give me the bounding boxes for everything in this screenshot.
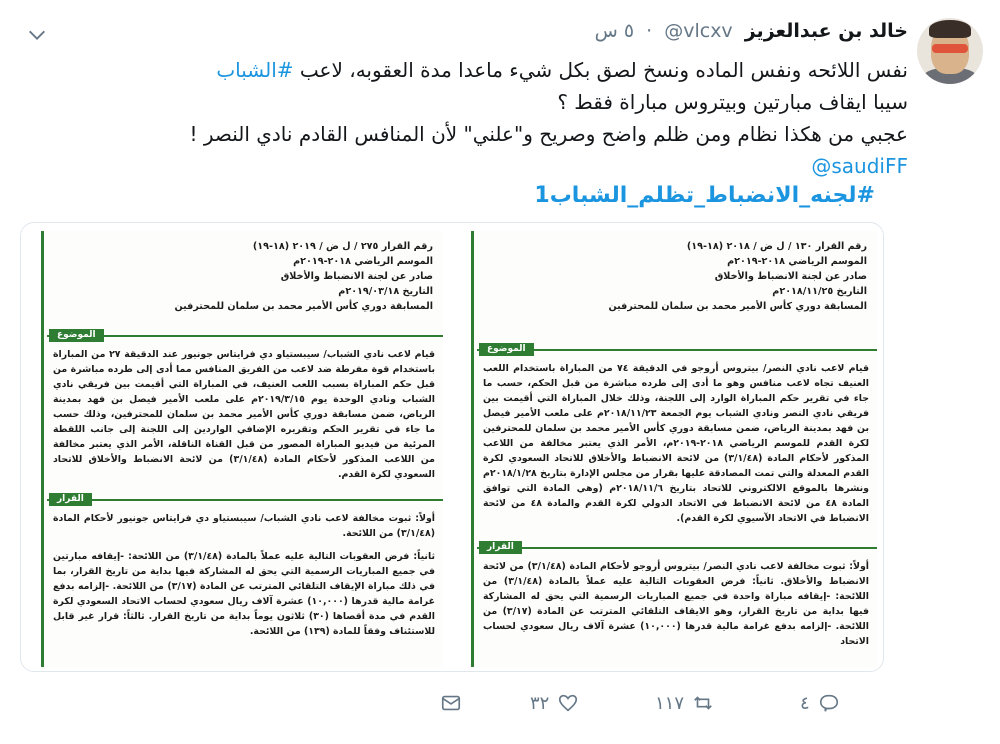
meta-line: المسابقة دوري كأس الأمير محمد بن سلمان للمحترفين — [174, 301, 433, 312]
tweet-text — [138, 54, 908, 182]
avatar-hair — [929, 20, 971, 38]
chevron-down-icon[interactable] — [26, 24, 48, 46]
tweet-line-3: عجبي من هكذا نظام ومن ظلم واضح وصريح و"علني" لأن المنافس القادم نادي النصر ! — [189, 122, 908, 146]
reply-count: ٤ — [800, 692, 810, 714]
meta-line: التاريخ ٢٠١٨/١١/٢٥م — [772, 286, 867, 297]
tweet-line-1 — [138, 54, 908, 86]
avatar-glasses — [932, 44, 968, 53]
tweet-time[interactable]: ٥ س — [594, 20, 635, 42]
meta-line: التاريخ ٢٠١٩/٠٣/١٨م — [338, 286, 433, 297]
document-edge — [471, 231, 474, 667]
header-separator: · — [646, 20, 653, 42]
author-name[interactable]: خالد بن عبدالعزيز — [744, 20, 908, 42]
section-divider — [477, 349, 877, 351]
document-edge — [41, 231, 44, 667]
mention-link[interactable]: @saudiFF — [811, 154, 908, 178]
tweet-actions — [0, 690, 1000, 720]
tweet-line-2: سيبا ايقاف مبارتين وبيتروس مباراة فقط ؟ — [557, 90, 908, 114]
document-meta — [609, 239, 868, 314]
heart-icon — [557, 692, 579, 714]
document-decision-1: أولاً: ثبوت مخالفة لاعب نادي الشباب/ سيبستياو دي فرايتاس جونيور لأحكام المادة (٣/١/٤٨) من اللائحة. — [53, 513, 435, 539]
avatar[interactable] — [917, 18, 983, 84]
document-subject: قيام لاعب نادي النصر/ بيتروس أروجو في الدقيقة ٧٤ من المباراة باستخدام اللعب العنيف تجاه لاعب منافس وهو ما أدى إلى طرده مباشرة من قبل الحكم، حسب ما جاء في تقرير حكم المباراة الوارد إلى اللجنة، وذلك خلال المباراة التي أقيمت بين فريقي نادي النصر ونادي الشباب يوم الجمعة ٢٠١٨/١١/٢٣م على ملعب الأمير فيصل بن فهد بمدينة الرياض، ضمن مسابقة دوري كأس الأمير محمد بن سلمان للمحترفين لكرة القدم للموسم الرياضي ٢٠١٨-٢٠١٩م، الأمر الذي يعتبر مخالفة من اللاعب المذكور لأحكام المادة (٣/١/٤٨) من لائحة الانضباط والأخلاق للاتحاد السعودي لكرة القدم المعدلة والتي تمت المصادقة عليها بقرار من مجلس الإدارة بتاريخ ٢٠١٨/١/٢٨م ونشرها بالموقع الالكتروني للاتحاد بتاريخ ٢٠١٨/١١/٦م (وهي المادة التي توافق المادة ٤٨ من لائحة الانضباط في الاتحاد الدولي لكرة القدم والمادة ٤٨ من لائحة الانضباط في الاتحاد الآسيوي لكرة القدم). — [483, 363, 870, 524]
tweet-line-1-text: نفس اللائحه ونفس الماده ونسخ لصق بكل شيء ماعدا مدة العقوبه، لاعب — [299, 58, 908, 82]
hashtag-link[interactable]: #الشباب — [216, 58, 294, 82]
like-button[interactable] — [530, 690, 579, 716]
section-tag: القرار — [479, 541, 522, 554]
section-tag: القرار — [49, 493, 92, 506]
section-divider — [477, 547, 877, 549]
tweet-media[interactable] — [20, 222, 884, 672]
document-subject: قيام لاعب نادي الشباب/ سيبستياو دي فرايتاس جونيور عند الدقيقة ٢٧ من المباراة باستخدام قوة مفرطة ضد لاعب من الفريق المنافس مما أدى إلى طرده مباشرة من قبل حكم المباراة بسبب اللعب العنيف، في المباراة التي أقيمت بين فريقي نادي الشباب ونادي الوحدة يوم ٢٠١٩/٣/١٥م على ملعب الأمير فيصل بن فهد بمدينة الرياض، ضمن مسابقة دوري كأس الأمير محمد بن سلمان للمحترفين، وذلك حسب ما جاء في تقرير الحكم وتقريره الإضافي الواردين إلى اللجنة إلى جانب اللقطة المرئية من فيديو المباراة المصور من قبل القناة الناقلة، الأمر الذي يعتبر مخالفة من اللاعب المذكور لأحكام المادة (٣/١/٤٨) من لائحة الانضباط والأخلاق للاتحاد السعودي لكرة القدم. — [53, 349, 435, 480]
document-meta — [175, 239, 434, 314]
reply-button[interactable] — [800, 690, 840, 716]
like-count: ٣٢ — [530, 692, 550, 714]
section-tag: الموضوع — [479, 343, 534, 356]
section-tag: الموضوع — [49, 329, 104, 342]
section-divider — [47, 499, 443, 501]
document-image-right[interactable] — [471, 231, 877, 667]
meta-line: رقم القرار ٢٧٥ / ل ض / ٢٠١٩ (١٨-١٩) — [252, 241, 433, 252]
tweet-header — [595, 20, 908, 42]
section-divider — [47, 335, 443, 337]
author-handle[interactable]: @vlcxv — [664, 20, 733, 42]
retweet-icon — [692, 692, 714, 714]
document-decision: أولاً: ثبوت مخالفة لاعب نادي النصر/ بيتروس أروجو لأحكام المادة (٣/١/٤٨) من لائحة الانضباط والأخلاق. ثانياً: فرض العقوبات التالية عليه عملاً بالمادة (٣/١/٤٨) من اللائحة: -إيقافه مباراة واحدة في جميع المباريات الرسمية التي يحق له المشاركة فيها بداية من تاريخ القرار، وهو الايقاف التلقائي المترتب عن المادة (٣/١٧) من اللائحة. -إلزامه بدفع غرامة مالية قدرها (١٠,٠٠٠) عشرة آلاف ريال سعودي لحساب الاتحاد — [483, 561, 869, 647]
dm-button[interactable] — [440, 690, 462, 716]
hashtag-link-2[interactable]: #لجنه_الانضباط_تظلم_الشباب1 — [534, 183, 875, 208]
reply-icon — [818, 692, 840, 714]
meta-line: الموسم الرياضي ٢٠١٨-٢٠١٩م — [727, 256, 867, 267]
retweet-button[interactable] — [655, 690, 714, 716]
envelope-icon — [440, 692, 462, 714]
meta-line: صادر عن لجنة الانضباط والأخلاق — [714, 271, 867, 282]
document-decision-2: ثانياً: فرض العقوبات التالية عليه عملاً بالمادة (٣/١/٤٨) من اللائحة: -إيقافه مبارتين في جميع المباريات الرسمية التي يحق له المشاركة فيها بداية من تاريخ القرار، بما في ذلك مباراة الإيقاف التلقائي المترتب عن المادة (٣/١٧) من اللائحة. -إلزامه بدفع غرامة مالية قدرها (١٠,٠٠٠) عشرة آلاف ريال سعودي لحساب الاتحاد السعودي لكرة القدم في مدة أقصاها (٣٠) ثلاثون يوماً بداية من تاريخ القرار. ثالثاً: قرار غير قابل للاستئناف وفقاً للمادة (١٣٩) من اللائحة. — [53, 551, 435, 637]
meta-line: المسابقة دوري كأس الأمير محمد بن سلمان للمحترفين — [608, 301, 867, 312]
meta-line: صادر عن لجنة الانضباط والأخلاق — [280, 271, 433, 282]
meta-line: رقم القرار ١٣٠ / ل ض / ٢٠١٨ (١٨-١٩) — [686, 241, 867, 252]
document-image-left[interactable] — [41, 231, 443, 667]
meta-line: الموسم الرياضي ٢٠١٨-٢٠١٩م — [293, 256, 433, 267]
tweet-line-4 — [138, 150, 908, 182]
retweet-count: ١١٧ — [655, 692, 685, 714]
